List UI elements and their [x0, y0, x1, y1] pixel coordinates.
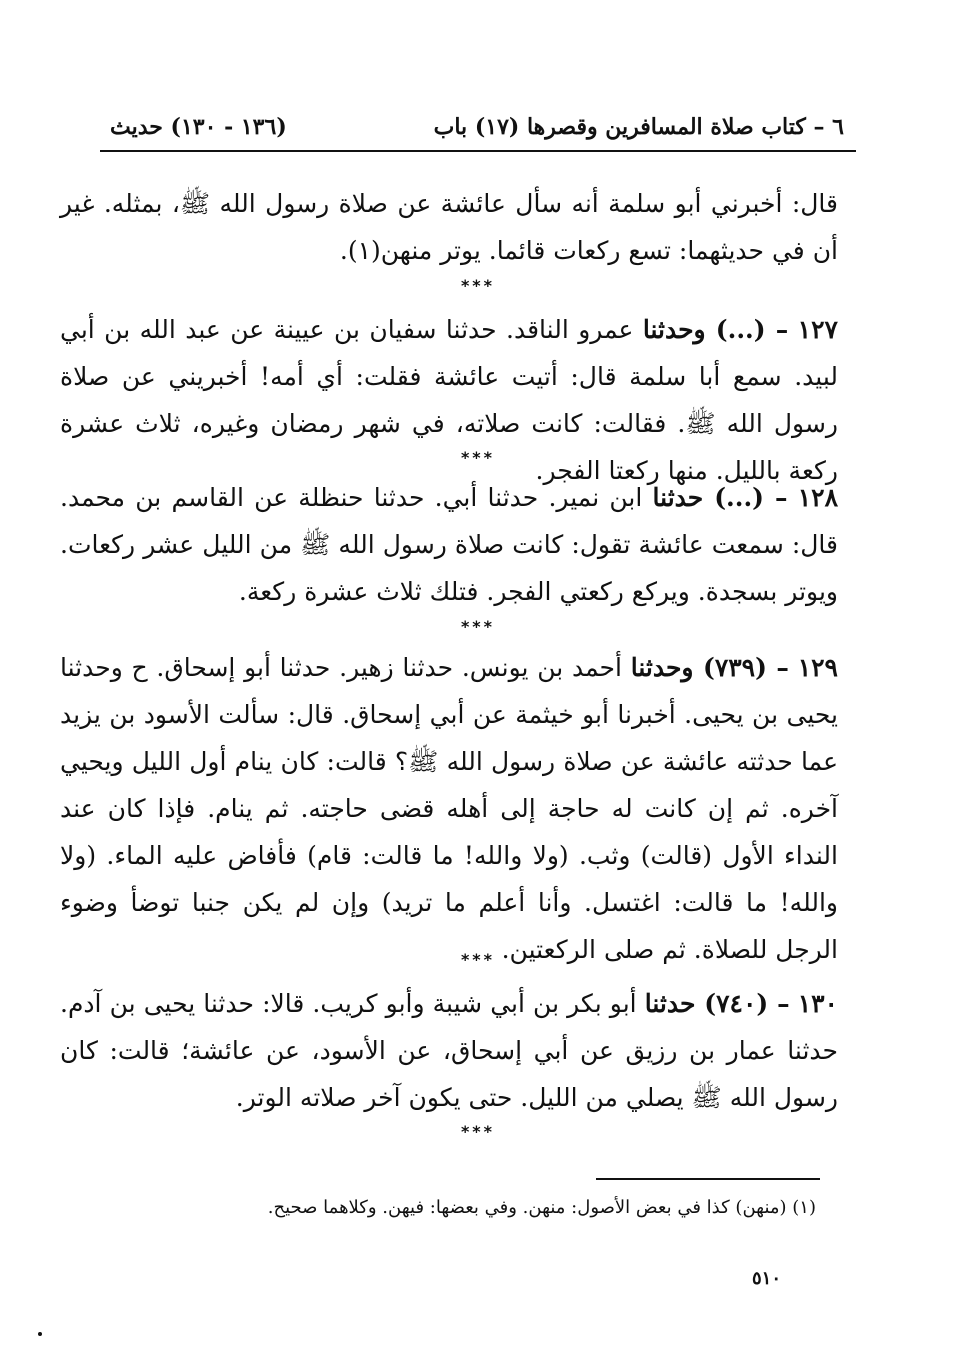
hadith-number: ١٢٩ [797, 653, 838, 682]
hadith-130 [60, 980, 838, 1121]
footnote: (١) (منهن) كذا في بعض الأصول: منهن. وفي بعضها: فيهن. وكلاهما صحيح. [267, 1197, 816, 1218]
section-separator: *** [460, 950, 496, 969]
hadith-lead: – (...) حدثنا [652, 483, 788, 512]
hadith-text: أبو بكر بن أبي شيبة وأبو كريب. قالا: حدثنا يحيى بن آدم. حدثنا عمار بن رزيق عن أبي إسحاق، عن الأسود، عن عائشة؛ قالت: كان رسول الله ﷺ يصلي من الليل. حتى يكون آخر صلاته الوتر. [60, 989, 838, 1112]
page-number: ٥١٠ [752, 1268, 782, 1289]
hadith-number: ١٢٧ [797, 315, 838, 344]
hadith-lead: – (...) وحدثنا [642, 315, 789, 344]
footnote-rule [596, 1178, 820, 1180]
hadith-number: ١٢٨ [797, 483, 839, 512]
paragraph-text: قال: أخبرني أبو سلمة أنه سأل عائشة عن صلاة رسول الله ﷺ، بمثله. غير أن في حديثهما: تسع ركعات قائما. يوتر منهن(١). [60, 189, 838, 265]
hadith-129 [60, 644, 838, 973]
hadith-text: عمرو الناقد. حدثنا سفيان بن عيينة عن عبد الله بن أبي لبيد. سمع أبا سلمة قال: أتيت عائشة فقلت: أي أمه! أخبريني عن صلاة رسول الله ﷺ. فقالت: كانت صلاته، في شهر رمضان وغيره، ثلاث عشرة ركعة بالليل. منها ركعتا الفجر. [60, 315, 838, 485]
hadith-text: ابن نمير. حدثنا أبي. حدثنا حنظلة عن القاسم بن محمد. قال: سمعت عائشة تقول: كانت صلاة رسول الله ﷺ من الليل عشر ركعات. ويوتر بسجدة. ويركع ركعتي الفجر. فتلك ثلاث عشرة ركعة. [60, 483, 838, 606]
hadith-lead: – (٧٣٩) وحدثنا [630, 653, 789, 682]
running-header [100, 110, 856, 152]
header-chapter-title: ٦ – كتاب صلاة المسافرين وقصرها (١٧) باب [433, 114, 844, 140]
scan-speck [38, 1332, 42, 1336]
header-hadith-range: (١٣٦ - ١٣٠) حديث [110, 114, 287, 140]
hadith-128 [60, 474, 838, 615]
section-separator: *** [460, 617, 496, 636]
section-separator: *** [460, 448, 496, 467]
section-separator: *** [460, 1122, 496, 1141]
hadith-number: ١٣٠ [797, 989, 838, 1018]
hadith-lead: – (٧٤٠) حدثنا [644, 989, 790, 1018]
paragraph-continuation [60, 180, 838, 274]
hadith-text: أحمد بن يونس. حدثنا زهير. حدثنا أبو إسحاق. ح وحدثنا يحيى بن يحيى. أخبرنا أبو خيثمة عن أبي إسحاق. قال: سألت الأسود بن يزيد عما حدثته عائشة عن صلاة رسول الله ﷺ؟ قالت: كان ينام أول الليل ويحيي آخره. ثم إن كانت له حاجة إلى أهله قضى حاجته. ثم ينام. فإذا كان عند النداء الأول (قالت) وثب. (ولا والله! ما قالت: قام) فأفاض عليه الماء. (ولا والله! ما قالت: اغتسل. وأنا أعلم ما تريد) وإن لم يكن جنبا توضأ وضوء الرجل للصلاة. ثم صلى الركعتين. [60, 653, 838, 964]
section-separator: *** [460, 276, 496, 295]
